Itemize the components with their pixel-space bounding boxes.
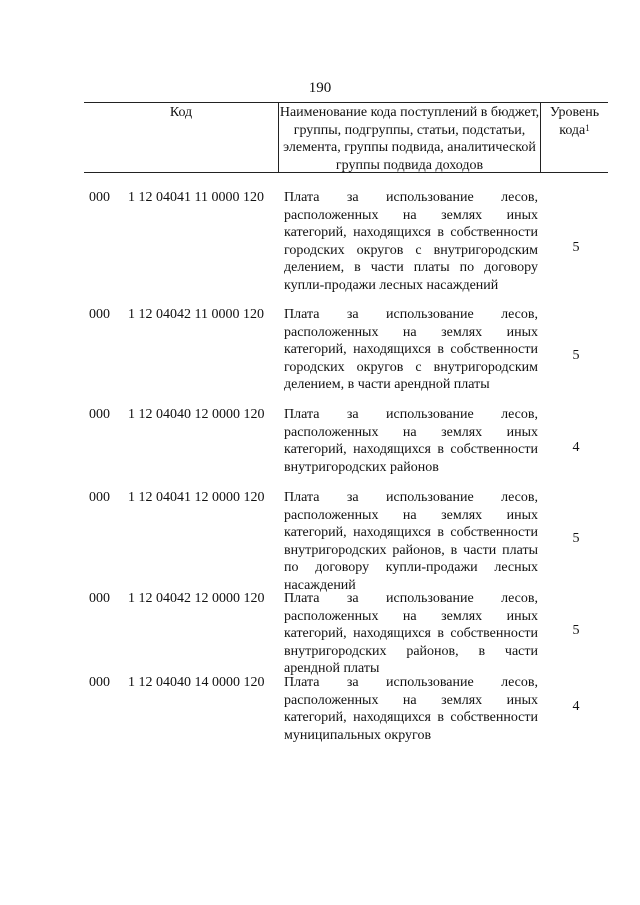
header-name: Наименование кода поступлений в бюджет, группы, подгруппы, статьи, подстатьи, элемента, группы подвида, аналитической группы подвида доходов xyxy=(279,105,540,173)
row-level: 4 xyxy=(572,440,580,455)
row-level: 5 xyxy=(572,623,580,638)
row-prefix: 000 xyxy=(89,490,110,505)
header-level-footnote: 1 xyxy=(585,122,590,133)
row-name: Плата за использование лесов, расположенных на землях иных категорий, находящихся в собственности городских округов с внутригородским делением, в части платы по договору купли-продажи лесных насаждений xyxy=(284,190,538,293)
header-level-label: Уровень кода xyxy=(549,105,600,138)
page-number: 190 xyxy=(308,80,332,96)
row-level: 5 xyxy=(572,348,580,363)
row-prefix: 000 xyxy=(89,190,110,205)
row-code: 1 12 04041 11 0000 120 xyxy=(128,190,264,205)
row-prefix: 000 xyxy=(89,307,110,322)
row-name: Плата за использование лесов, расположенных на землях иных категорий, находящихся в собственности внутригородских районов, в части арендной платы xyxy=(284,591,538,676)
row-code: 1 12 04042 11 0000 120 xyxy=(128,307,264,322)
row-level: 5 xyxy=(572,531,580,546)
header-code: Код xyxy=(169,105,193,120)
row-name: Плата за использование лесов, расположенных на землях иных категорий, находящихся в собственности внутригородских районов, в части платы по договору купли-продажи лесных насаждений xyxy=(284,490,538,593)
row-name: Плата за использование лесов, расположенных на землях иных категорий, находящихся в собственности городских округов с внутригородским делением, в части арендной платы xyxy=(284,307,538,392)
row-code: 1 12 04041 12 0000 120 xyxy=(128,490,265,505)
header-level xyxy=(541,104,608,139)
row-code: 1 12 04040 14 0000 120 xyxy=(128,675,265,690)
table-header xyxy=(84,102,608,173)
row-name: Плата за использование лесов, расположенных на землях иных категорий, находящихся в собственности муниципальных округов xyxy=(284,675,538,743)
row-level: 5 xyxy=(572,240,580,255)
row-code: 1 12 04042 12 0000 120 xyxy=(128,591,265,606)
row-prefix: 000 xyxy=(89,591,110,606)
row-code: 1 12 04040 12 0000 120 xyxy=(128,407,265,422)
row-prefix: 000 xyxy=(89,675,110,690)
row-prefix: 000 xyxy=(89,407,110,422)
row-name: Плата за использование лесов, расположенных на землях иных категорий, находящихся в собственности внутригородских районов xyxy=(284,407,538,475)
row-level: 4 xyxy=(572,699,580,714)
